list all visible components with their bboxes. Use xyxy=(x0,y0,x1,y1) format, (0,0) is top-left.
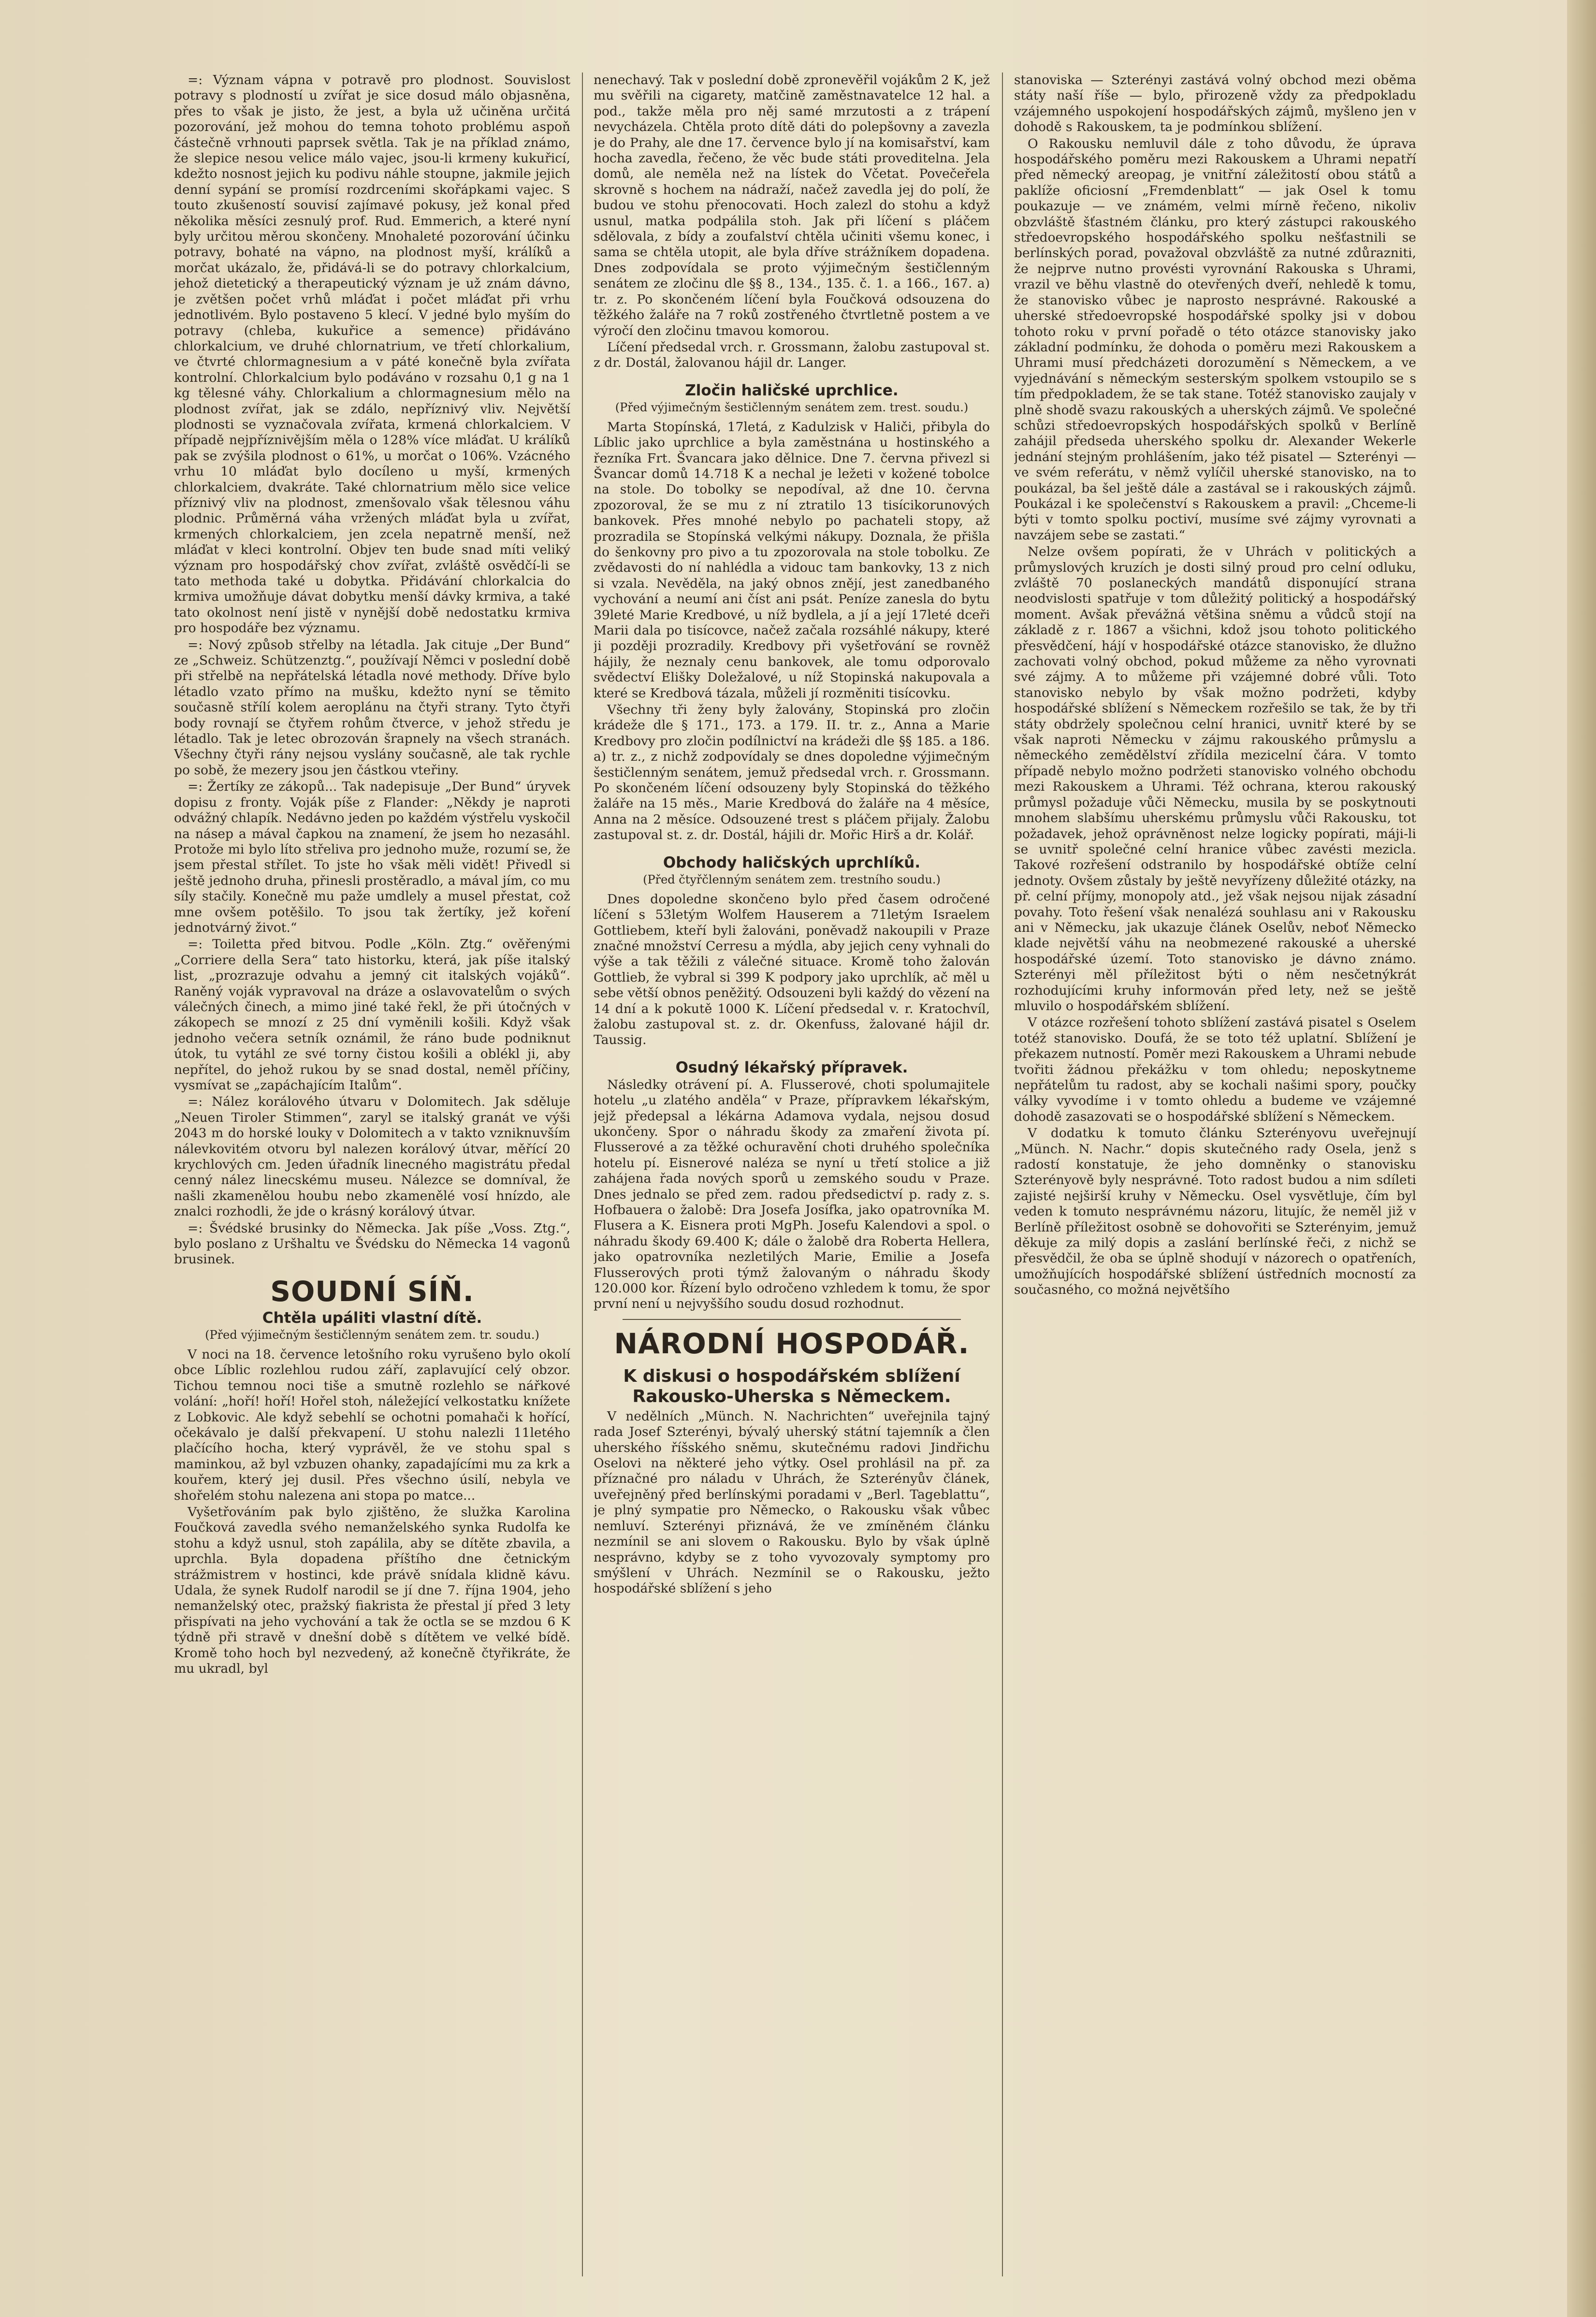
article-heading: Osudný lékařský přípravek. xyxy=(675,1058,908,1076)
article-heading: Obchody haličských uprchlíků. xyxy=(663,854,921,871)
article-subheading: (Před výjimečným šestičlenným senátem zem. trest. soudu.) xyxy=(615,400,969,414)
article-paragraph: nenechavý. Tak v poslední době zpronevěřil vojákům 2 K, jež mu svěřili na cigarety, matčině zaměstnavatelce 12 hal. a pod., takže měla pro něj samé mrzutosti a z trápení nevycházela. Chtěla proto dítě dáti do polepšovny a zavezla je do Prahy, ale dne 17. července bylo jí na komisařství, kam hocha zavedla, řečeno, že věc bude státi proveditelna. Jela domů, ale neměla než na lístek do Včetat. Povečeřela skrovně s hochem na nádraží, načež zavedla jej do polí, že budou ve stohu přenocovati. Hoch zalezl do stohu a když usnul, matka podpálila stoh. Jak při líčení s pláčem sdělovala, z bídy a zoufalství chtěla učiniti všemu konec, i sama se chtěla utopit, ale byla dříve strážníkem dopadena. Dnes zodpovídala se proto výjimečným šestičlenným senátem ze zločinu dle §§ 8., 134., 135. č. 1. a 166., 167. a) tr. z. Po skončeném líčení byla Foučková odsouzena do těžkého žaláře na 7 roků zostřeného čtvrtletně postem a ve výročí den zločinu tmavou komorou. xyxy=(594,72,990,338)
section-heading-soudni-sin: SOUDNÍ SÍŇ. xyxy=(270,1274,474,1308)
news-item-vapno: =: Význam vápna v potravě pro plodnost. Souvislost potravy s plodností u zvířat je sice dosud málo objasněna, přes to však je jisto, že jest, a byla už učiněna určitá pozorování, jež mohou do temna tohoto problému aspoň částečně vrhnouti paprsek světla. Tak je na příklad známo, že slepice nesou velice málo vajec, jsou-li krmeny kukuřicí, kdežto nosnost jejich ku podivu náhle stoupne, jakmile jejich denní sypání se promísí rozdrceními skořápkami vajec. S touto zkušeností souvisí zajímavé pokusy, jež konal před několika měsíci zesnulý prof. Rud. Emmerich, a které nyní byly určitou měrou skončeny. Mnohaleté pozorování účinku potravy, bohaté na vápno, na plodnost myší, králíků a morčat ukázalo, že, přidává-li se do potravy chlorkalcium, jehož dietetický a therapeutický význam je už znám dávno, je zvětšen počet vrhů mláďat i počet mláďat při vrhu jednotlivém. Bylo postaveno 5 klecí. V jedné bylo myším do potravy (chleba, kukuřice a semence) přidáváno chlorkalcium, ve druhé chlornatrium, ve třetí chlorkalium, ve čtvrté chlormagnesium a v páté konečně byla zvířata kontrolní. Chlorkalcium bylo podáváno v rozsahu 0,1 g na 1 kg tělesné váhy. Chlorkalium a chlormagnesium mělo na plodnost zvířat, jak se zdálo, nepříznivý vliv. Největší plodnosti se vyznačovala zvířata, krmená chlorkalciem. V případě nejpříznivějším měla o 128% více mláďat. U králíků pak se zvýšila plodnost o 61%, u morčat o 106%. Vzácného vrhu 10 mláďat bylo docíleno u myší, krmených chlorkalciem, dvakráte. Také chlornatrium mělo sice velice příznivý vliv na plodnost, zmenšovalo však tělesnou váhu plodnic. Průměrná váha vržených mláďat byla u zvířat, krmených chlorkalciem, jen zcela nepatrně menší, než mláďat v kleci kontrolní. Objev ten bude snad míti veliký význam pro hospodářský chov zvířat, zvláště osvědčí-li se tato methoda také u dobytka. Přidávání chlorkalcia do krmiva umožňuje dávat dobytku menší dávky krmiva, a také tato okolnost není jistě v nynější době nedostatku krmiva pro hospodáře bez významu. xyxy=(174,72,570,636)
article-heading: K diskusi o hospodářském sblížení Rakousko-Uherska s Německem. xyxy=(623,1366,960,1406)
column-left xyxy=(174,72,570,2276)
article-paragraph: Marta Stopínská, 17letá, z Kadulzisk v Haliči, přibyla do Líblic jako uprchlice a byla zaměstnána u hostinského a řezníka Frt. Švancara jako dělnice. Dne 7. června přivezl si Švancar domů 14.718 K a nechal je ležeti v kožené tobolce na stole. Do tobolky se nepodíval, až dne 10. června zpozoroval, že se mu z ní ztratilo 13 tisícikorunových bankovek. Přes mnohé nebylo po pachateli stopy, až prozradila se Stopínská velkými nákupy. Doznala, že přišla do šenkovny pro pivo a tu zpozorovala na stole tobolku. Ze zvědavosti do ní nahlédla a vidouc tam bankovky, 13 z nich si vzala. Nevěděla, na jaký obnos znějí, jest zanedbaného vychování a neumí ani číst ani psát. Peníze zanesla do bytu 39leté Marie Kredbové, u níž bydlela, a jí a její 17leté dceři Marii dala po tisícovce, načež začala rozsáhlé nákupy, které ji později prozradily. Kredbovy při vyšetřování se rovněž hájily, že neznaly cenu bankovek, ale tomu odporovalo svědectví Elišky Doležalové, u níž Stopinská nakupovala a které se Kredbová tázala, můželi jí rozměniti tisícovku. xyxy=(594,419,990,701)
news-item-strelby: =: Nový způsob střelby na létadla. Jak cituje „Der Bund“ ze „Schweiz. Schützenztg.“, používají Němci v poslední době při střelbě na nepřátelská létadla nové methody. Dříve bylo létadlo vzato přímo na mušku, kdežto nyní se těmito současně střílí kolem aeroplánu na čtyři strany. Tyto čtyři body rovnají se čtyřem rohům čtverce, v jehož středu je létadlo. Tak je letec obrozován šrapnely na všech stranách. Všechny čtyři rány nejsou vyslány současně, ale tak rychle po sobě, že mezery jsou jen částkou vteřiny. xyxy=(174,637,570,778)
article-paragraph: Vyšetřováním pak bylo zjištěno, že služka Karolina Foučková zavedla svého nemanželského synka Rudolfa ke stohu a když usnul, stoh zapálila, aby se dítěte zbavila, a uprchla. Byla dopadena příštího dne četnickým strážmistrem v hostinci, kde právě snídala klidně kávu. Udala, že synek Rudolf narodil se jí dne 7. října 1904, jeho nemanželský otec, pražský fiakrista že přestal jí před 3 lety přispívati na jeho vychování a tak že octla se se mzdou 6 K týdně při stravě v dnešní době s dítětem ve velké bídě. Kromě toho hoch byl nezvedený, až konečně čtyřikráte, že mu ukradl, byl xyxy=(174,1504,570,1676)
column-right xyxy=(1014,72,1416,2276)
article-paragraph: Dnes dopoledne skončeno bylo před časem odročené líčení s 53letým Wolfem Hauserem a 71letým Israelem Gottliebem, kteří byli žalováni, poněvadž nakoupili v Praze značné množství Cerresu a mýdla, aby jejich ceny vyhnali do výše a tak těžili z válečné situace. Kromě toho žalován Gottlieb, že vybral si 399 K podpory jako uprchlík, ač měl u sebe větší obnos peněžitý. Odsouzeni byli každý do vězení na 14 dní a k pokutě 1000 K. Líčení předsedal v. r. Kratochvíl, žalobu zastupoval st. z. dr. Okenfuss, žalované hájil dr. Taussig. xyxy=(594,891,990,1048)
article-subheading: (Před výjimečným šestičlenným senátem zem. tr. soudu.) xyxy=(205,1328,539,1342)
article-heading: Zločin haličské uprchlice. xyxy=(685,381,899,399)
article-heading: Chtěla upáliti vlastní dítě. xyxy=(262,1309,482,1327)
news-item-toilette: =: Toiletta před bitvou. Podle „Köln. Ztg.“ ověřenými „Corriere della Sera“ tato historku, která, jak píše italský list, „prozrazuje odvahu a jemný cit italských vojáků“. Raněný voják vypravoval na dráze a oslavovatelům o svých válečných činech, a mimo jiné také řekl, že při útočných v zákopech se mnozí z 25 dní vyměnili košili. Když však jednoho večera setník oznámil, že ráno bude podniknut útok, tu vytáhl ze své torny čistou košili a oblékl ji, aby nepřítel, do jehož rukou by se snad dostal, neměl příčiny, vysmívat se „zapáchajícím Italům“. xyxy=(174,937,570,1093)
article-paragraph: Následky otrávení pí. A. Flusserové, choti spolumajitele hotelu „u zlatého anděla“ v Praze, přípravkem lékařským, jejž předepsal a lékárna Adamova vydala, nejsou dosud ukončeny. Spor o náhradu škody za zmaření života pí. Flusserové a za těžké ochuravění choti druhého společníka hotelu pí. Eisnerové naléza se nyní u třetí stolice a již zahájena řada nových sporů u zemského soudu v Praze. Dnes jednalo se před zem. radou předsedictví p. rady z. s. Hofbauera o žalobě: Dra Josefa Josífka, jako opatrovníka M. Flusera a K. Eisnera proti MgPh. Josefu Kalendovi a spol. o náhradu škody 69.400 K; dále o žalobě dra Roberta Hellera, jako opatrovníka nezletilých Marie, Emilie a Josefa Flusserových proti týmž žalovaným o náhradu škody 120.000 kor. Řízení bylo odročeno vzhledem k tomu, že spor první není u nejvyššího soudu dosud rozhodnut. xyxy=(594,1077,990,1312)
article-subheading: (Před čtyřčlenným senátem zem. trestního soudu.) xyxy=(643,872,941,886)
column-rule xyxy=(582,72,583,2276)
news-item-zertiky: =: Žertíky ze zákopů... Tak nadepisuje „Der Bund“ úryvek dopisu z fronty. Voják píše z Flander: „Někdy je naproti odvážný chlapík. Nedávno jeden po každém výstřelu vyskočil na násep a mával čapkou na znamení, že jsem ho nezasáhl. Protože mi bylo líto střeliva pro jednoho muže, rozumí se, že jsem přestal střílet. To jste ho však měli vidět! Přivedl si ještě jednoho druha, přinesli prostěradlo, a mával jím, co mu síly stačily. Konečně mu paže umdlely a musel přestat, což mne ovšem potěšilo. To jsou tak žertíky, jež koření jednotvárný život.“ xyxy=(174,779,570,935)
article-paragraph: stanoviska — Szterényi zastává volný obchod mezi oběma státy naší říše — bylo, přirozeně vždy za předpokladu vzájemného uspokojení hospodářských zájmů, myšleno jen v dohodě s Rakouskem, ta je podmínkou sblížení. xyxy=(1014,72,1416,135)
section-heading-narodni-hospodar: NÁRODNÍ HOSPODÁŘ. xyxy=(614,1327,970,1360)
article-paragraph: V nedělních „Münch. N. Nachrichten“ uveřejnila tajný rada Josef Szterényi, bývalý uherský státní tajemník a člen uherského říšského sněmu, skutečnému radovi Jindřichu Oselovi na některé jeho výtky. Osel prohlásil na př. za příznačné pro náladu v Uhrách, že Szterényův článek, uveřejněný před berlínskými poradami v „Berl. Tageblattu“, je plný sympatie pro Německo, o Rakousku však vůbec nemluví. Szterényi přiznává, že ve zmíněném článku nezmínil se ani slovem o Rakousku. Bylo by však úplně nesprávno, kdyby se z toho vyvozovaly symptomy pro smýšlení v Uhrách. Nezmínil se o Rakousku, ježto hospodářské sblížení s jeho xyxy=(594,1408,990,1596)
article-paragraph: O Rakousku nemluvil dále z toho důvodu, že úprava hospodářského poměru mezi Rakouskem a Uhrami nepatří před německý areopag, je vnitřní záležitostí obou států a paklíže oficiosní „Fremdenblatt“ — jak Osel k tomu poukazuje — ve známém, velmi mírně řečeno, nikoliv obzvláště šťastném článku, pro který zástupci rakouského středoevropského hospodářského spolku nešťastnili se berlínských porad, považoval obzvláště za nutné zdůrazniti, že nejprve nutno provésti vyrovnání Rakouska s Uhrami, vrazil ve běhu vlastně do otevřených dveří, nehledě k tomu, že stanovisko vůbec je naprosto nesprávné. Rakouské a uherské středoevropské hospodářské spolky jsi v dobou tohoto roku v první pořadě o této otázce stanovisky jako základní podmínku, že dohoda o poměru mezi Rakouskem a Uhrami musí předcházeti dorozumění s Německem, a ve vyjednávání s německým sesterským spolkem vstoupilo se s tím předpokladem, že se tak stane. Totéž stanovisko zaujaly v plně shodě svazu rakouských a uherských zájmů. Ve společné schůzi středoevropských hospodářských spolků v Berlíně zahájil předseda uherského spolku dr. Alexander Wekerle jednání stejným prohlášením, jako též pisatel — Szterényi — ve svém referátu, v němž vylíčil uherské stanovisko, na to poukázal, ba šel ještě dále a zastával se i rakouských zájmů. Poukázal i ke společenství s Rakouskem a pravil: „Chceme-li býti v tomto spolku poctiví, musíme své zájmy vyrovnati a navzájem sebe se zastati.“ xyxy=(1014,136,1416,543)
news-item-brusinky: =: Švédské brusinky do Německa. Jak píše „Voss. Ztg.“, bylo poslano z Uršhaltu ve Švédsku do Německa 14 vagonů brusinek. xyxy=(174,1220,570,1267)
column-middle xyxy=(594,72,990,2276)
section-divider xyxy=(623,1319,961,1320)
page-edge xyxy=(1567,0,1596,2317)
article-paragraph: Líčení předsedal vrch. r. Grossmann, žalobu zastupoval st. z dr. Dostál, žalovanou hájil dr. Langer. xyxy=(594,339,990,371)
article-paragraph: V noci na 18. července letošního roku vyrušeno bylo okolí obce Líblic rozlehlou rudou září, zaplavující celý obzor. Tichou temnou noci tiše a smutně rozlehlo se nářkové volání: „hoří! hoří! Hořel stoh, náležející velkostatku knížete z Lobkovic. Ale když sebehlí se ochotni pomahači k hořící, očekávalo je další překvapení. U stohu nalezli 11letého plačícího hocha, který vyprávěl, že ve stohu spal s maminkou, až byl vzbuzen ohanky, zapadajícími mu za krk a kouřem, který jej dusil. Přes všechno úsilí, nebyla ve shořelém stohu nalezena ani stopa po matce... xyxy=(174,1347,570,1503)
article-paragraph: Všechny tři ženy byly žalovány, Stopinská pro zločin krádeže dle § 171., 173. a 179. II. tr. z., Anna a Marie Kredbovy pro zločin podílnictví na krádeži dle §§ 185. a 186. a) tr. z., z nichž zodpovídaly se dnes dopoledne výjimečným šestičlenným senátem, jemuž předsedal vrch. r. Grossmann. Po skončeném líčení odsouzeny byly Stopinská do těžkého žaláře na 15 měs., Marie Kredbová do žaláře na 4 měsíce, Anna na 2 měsíce. Odsouzené trest s pláčem přijaly. Žalobu zastupoval st. z. dr. Dostál, hájili dr. Mořic Hirš a dr. Kolář. xyxy=(594,702,990,843)
article-paragraph: V dodatku k tomuto článku Szterényovu uveřejnují „Münch. N. Nachr.“ dopis skutečného rady Osela, jenž s radostí konstatuje, že jeho domněnky o stanovisku Szterényově byly nesprávné. Toto radost budou a nim sdíleti zajisté nejširší kruhy v Německu. Osel vysvětluje, čím byl veden k tomuto nesprávnému názoru, litujíc, že neměl již v Berlíně příležitost osobně se dohovořiti se Szterényim, jemuž děkuje za milý dopis a zaslání berlínské řeči, z nichž se přesvědčil, že oba se úplně shodují v názorech o opatřeních, umožňujících hospodářské sblížení ústředních mocností za současného, co možná největšího xyxy=(1014,1126,1416,1298)
article-paragraph: V otázce rozřešení tohoto sblížení zastává pisatel s Oselem totéž stanovisko. Doufá, že se toto též uplatní. Sblížení je překazem nutností. Poměr mezi Rakouskem a Uhrami nebude tvořiti žádnou překážku v tom ohledu; neposkytneme nepřátelům tu radost, aby se kochali našimi spory, poučky války vyvodíme i v tomto ohledu a budeme ve vzájemné dohodě zasazovati se o hospodářské sblížení s Německem. xyxy=(1014,1015,1416,1124)
article-paragraph: Nelze ovšem popírati, že v Uhrách v politických a průmyslových kruzích je dosti silný proud pro celní odluku, zvláště 70 poslaneckých mandátů disponující strana neodvislosti spatřuje v tom důležitý politický a hospodářský moment. Avšak převážná většina sněmu a vůdců stojí na základě z r. 1867 a všichni, kdož jsou tohoto politického přesvědčení, hájí v hospodářské otázce stanovisko, že dlužno zachovati volný obchod, pokud můžeme za něho vyrovnati své zájmy. A to můžeme při vzájemné dobré vůli. Toto stanovisko nebylo by však možno podržeti, kdyby hospodářské sblížení s Německem rozřešilo se tak, že by tři státy obdržely společnou celní hranici, uvnitř které by se však naproti Německu v zájmu rakouského průmyslu a německého zemědělství zřídila mezicelní čára. V tomto případě nebylo možno podržeti stanovisko volného obchodu mezi Rakouskem a Uhrami. Též ochrana, kterou rakouský průmysl požaduje vůči Německu, musila by se poskytnouti mnohem slabšímu uherskému průmyslu vůči Rakousku, tot požadavek, jehož oprávněnost nelze logicky popírati, máji-li se uvnitř společné celní hranice vůbec zavésti mezicla. Takové rozřešení odstranilo by hospodářské obtíže celní jednoty. Ovšem zůstaly by ještě nevyřízeny důležité otázky, na př. celní příjmy, monopoly atd., jež však nejsou nijak zásadní povahy. Toto řešení však nenalézá souhlasu ani v Rakousku ani v Německu, jak ukazuje článek Oselův, neboť Německo klade největší váhu na neobmezené rakouské a uherské hospodářské území. Toto stanovisko je dávno známo. Szterényi měl příležitost býti o něm nesčetnýkrát rozhodujícími kruhy informován před lety, než se ještě mluvilo o hospodářském sblížení. xyxy=(1014,544,1416,1014)
news-item-koral: =: Nález korálového útvaru v Dolomitech. Jak sděluje „Neuen Tiroler Stimmen“, zaryl se italský granát ve výši 2043 m do horské louky v Dolomitech a v takto vzniknuvším nálevkovitém otvoru byl nalezen korálový útvar, měřící 20 krychlových cm. Jeden úřadník linecného magistrátu předal cenný nález linecskému museu. Nálezce se domníval, že našli zkamenělou houbu nebo zkamenělé vosí hnízdo, ale znalci rozhodli, že jde o krásný korálový útvar. xyxy=(174,1094,570,1219)
column-rule xyxy=(1002,72,1003,2276)
